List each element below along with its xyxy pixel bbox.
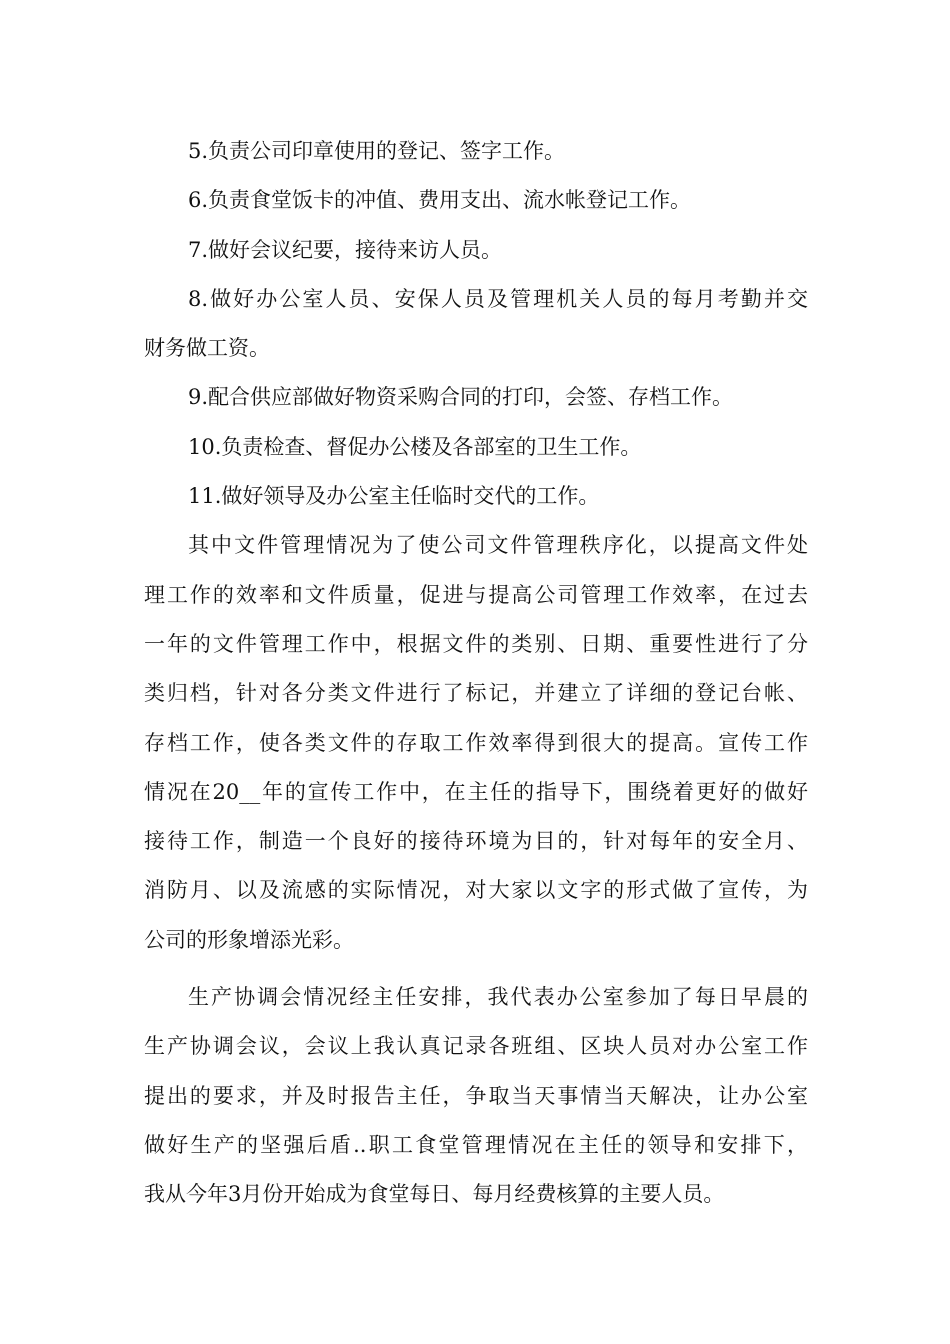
paragraph-1-line: 存档工作，使各类文件的存取工作效率得到很大的提高。宣传工作 (144, 730, 808, 755)
paragraph-1-line: 公司的形象增添光彩。 (144, 927, 354, 952)
paragraph-2-line: 做好生产的坚强后盾..职工食堂管理情况在主任的领导和安排下， (144, 1132, 808, 1157)
list-item-11: 11.做好领导及办公室主任临时交代的工作。 (188, 484, 600, 509)
paragraph-1-line: 其中文件管理情况为了使公司文件管理秩序化，以提高文件处 (188, 533, 808, 558)
paragraph-2-line: 生产协调会议，会议上我认真记录各班组、区块人员对办公室工作 (144, 1034, 808, 1059)
list-item-10: 10.负责检查、督促办公楼及各部室的卫生工作。 (188, 434, 642, 459)
paragraph-2-line: 我从今年3月份开始成为食堂每日、每月经费核算的主要人员。 (144, 1182, 725, 1207)
paragraph-1-line: 情况在20__年的宣传工作中，在主任的指导下，围绕着更好的做好 (144, 779, 808, 804)
list-item-5: 5.负责公司印章使用的登记、签字工作。 (188, 139, 566, 163)
paragraph-2-line: 提出的要求，并及时报告主任，争取当天事情当天解决，让办公室 (144, 1083, 808, 1108)
list-item-8: 8.做好办公室人员、安保人员及管理机关人员的每月考勤并交 (188, 286, 808, 311)
paragraph-1-line: 消防月、以及流感的实际情况，对大家以文字的形式做了宣传，为 (144, 878, 808, 903)
paragraph-spacer (144, 965, 808, 973)
paragraph-1-line: 接待工作，制造一个良好的接待环境为目的，针对每年的安全月、 (144, 829, 808, 854)
list-item-8-continued: 财务做工资。 (144, 336, 270, 361)
paragraph-2-line: 生产协调会情况经主任安排，我代表办公室参加了每日早晨的 (188, 985, 808, 1010)
document-body (144, 127, 808, 1220)
paragraph-1-line: 类归档，针对各分类文件进行了标记，并建立了详细的登记台帐、 (144, 681, 808, 706)
paragraph-1-line: 理工作的效率和文件质量，促进与提高公司管理工作效率，在过去 (144, 582, 808, 607)
list-item-7: 7.做好会议纪要，接待来访人员。 (188, 237, 503, 262)
list-item-6: 6.负责食堂饭卡的冲值、费用支出、流水帐登记工作。 (188, 188, 692, 213)
paragraph-1-line: 一年的文件管理工作中，根据文件的类别、日期、重要性进行了分 (144, 631, 808, 656)
list-item-9: 9.配合供应部做好物资采购合同的打印，会签、存档工作。 (188, 385, 734, 410)
